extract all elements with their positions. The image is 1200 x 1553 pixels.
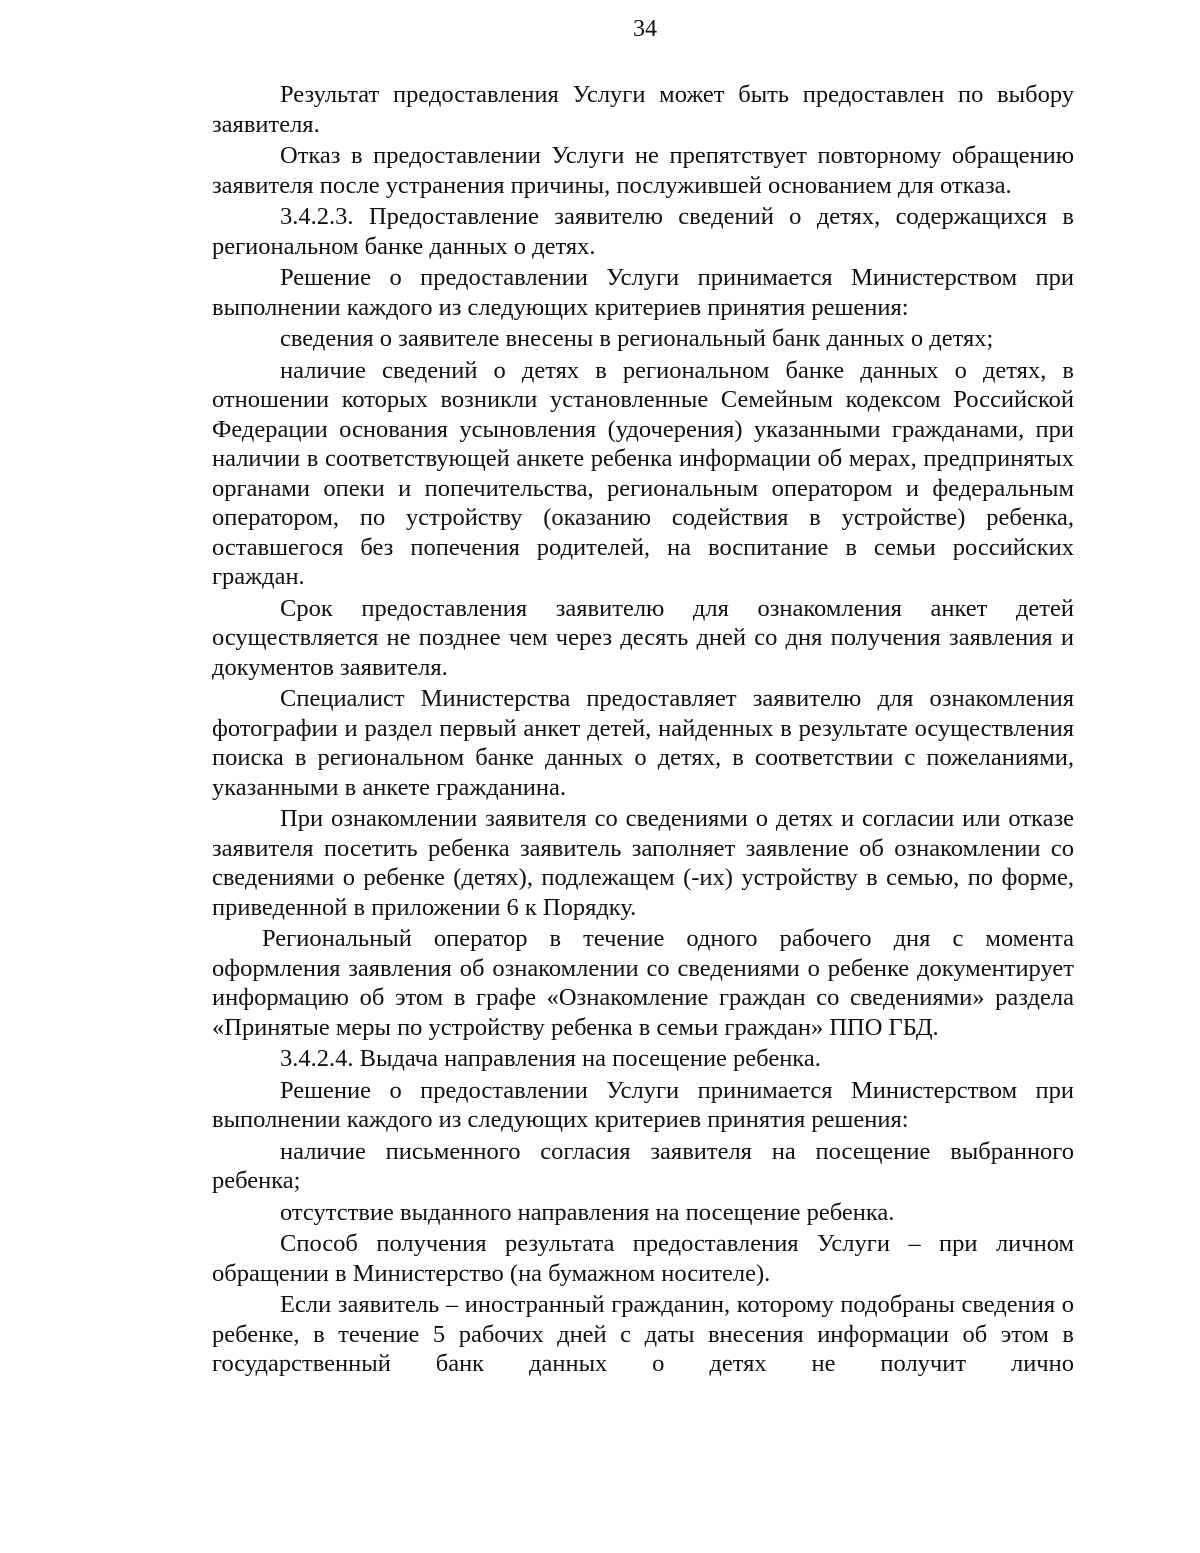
paragraph-specialist-provides: Специалист Министерства предоставляет заявителю для ознакомления фотографии и раздел первый анкет детей, найденных в результате осуществления поиска в региональном банке данных о детях, в соответствии с пожеланиями, указанными в анкете гражданина.	[212, 685, 1074, 801]
paragraph-decision-criteria-2: Решение о предоставлении Услуги принимается Министерством при выполнении каждого из следующих критериев принятия решения:	[212, 1076, 1074, 1133]
paragraph-criterion-children-data: наличие сведений о детях в региональном банке данных о детях, в отношении которых возникли установленные Семейным кодексом Российской Федерации основания усыновления (удочерения) указанными гражданами, при наличии в соответствующей анкете ребенка информации об мерах, предпринятых органами опеки и попечительства, региональным оператором и федеральным оператором, по устройству (оказанию содействия в устройстве) ребенка, оставшегося без попечения родителей, на воспитание в семьи российских граждан.	[212, 356, 1074, 590]
paragraph-refusal: Отказ в предоставлении Услуги не препятствует повторному обращению заявителя после устранения причины, послужившей основанием для отказа.	[212, 142, 1074, 199]
paragraph-decision-criteria: Решение о предоставлении Услуги принимается Министерством при выполнении каждого из следующих критериев принятия решения:	[212, 264, 1074, 321]
paragraph-result-method: Способ получения результата предоставления Услуги – при личном обращении в Министерство (на бумажном носителе).	[212, 1230, 1074, 1287]
page-number: 34	[633, 16, 657, 42]
paragraph-review-deadline: Срок предоставления заявителю для ознакомления анкет детей осуществляется не позднее чем через десять дней со дня получения заявления и документов заявителя.	[212, 594, 1074, 681]
document-body	[212, 80, 1074, 1381]
paragraph-section-3-4-2-4: 3.4.2.4. Выдача направления на посещение ребенка.	[280, 1045, 821, 1072]
paragraph-criterion-applicant-data: сведения о заявителе внесены в региональный банк данных о детях;	[280, 325, 994, 352]
paragraph-result-choice: Результат предоставления Услуги может быть предоставлен по выбору заявителя.	[212, 81, 1074, 138]
paragraph-acquaintance-statement: При ознакомлении заявителя со сведениями о детях и согласии или отказе заявителя посетить ребенка заявитель заполняет заявление об ознакомлении со сведениями о ребенке (детях), подлежащем (-их) устройству в семью, по форме, приведенной в приложении 6 к Порядку.	[212, 805, 1074, 921]
paragraph-foreign-citizen: Если заявитель – иностранный гражданин, которому подобраны сведения о ребенке, в течение 5 рабочих дней с даты внесения информации об этом в государственный банк данных о детях не получит лично	[212, 1291, 1074, 1377]
paragraph-regional-operator: Региональный оператор в течение одного рабочего дня с момента оформления заявления об ознакомлении со сведениями о ребенке документирует информацию об этом в графе «Ознакомление граждан со сведениями» раздела «Принятые меры по устройству ребенка в семьи граждан» ППО ГБД.	[212, 925, 1074, 1041]
paragraph-criterion-written-consent: наличие письменного согласия заявителя на посещение выбранного ребенка;	[212, 1137, 1074, 1194]
paragraph-section-3-4-2-3: 3.4.2.3. Предоставление заявителю сведений о детях, содержащихся в региональном банке данных о детях.	[212, 203, 1074, 260]
paragraph-criterion-no-referral: отсутствие выданного направления на посещение ребенка.	[280, 1198, 895, 1226]
